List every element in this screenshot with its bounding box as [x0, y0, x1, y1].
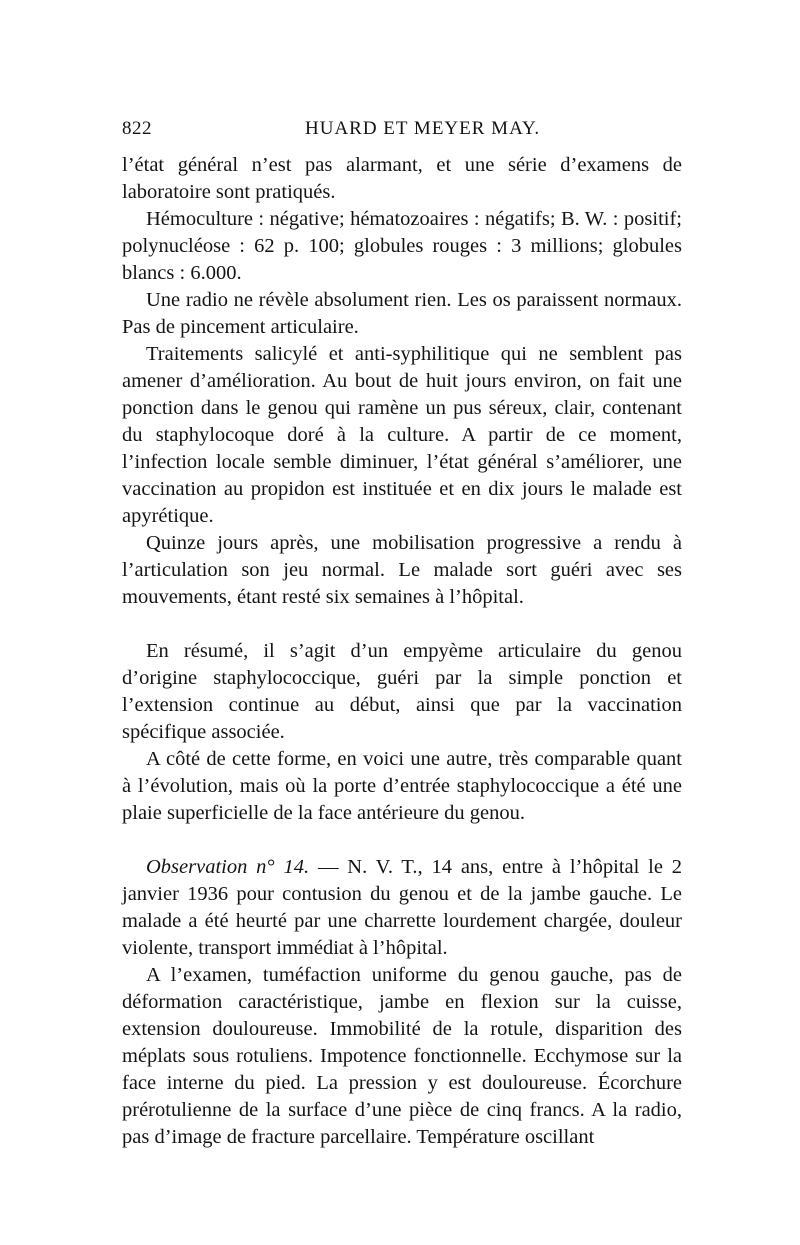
paragraph-summary: En résumé, il s’agit d’un empyème articulaire du genou d’origine staphylococcique, guéri par la simple ponction et l’extension continue au début, ainsi que par la vaccination spécifique associée.: [122, 640, 682, 743]
paragraph-treatment: Traitements salicylé et anti-syphilitique qui ne semblent pas amener d’amélioration. Au bout de huit jours environ, on fait une ponction dans le genou qui ramène un pus séreux, clair, contenant du staphylocoque doré à la culture. A partir de ce moment, l’infection locale semble diminuer, l’état général s’améliorer, une vaccination au propidon est instituée et en dix jours le malade est apyrétique.: [122, 343, 682, 527]
observation-text: — N. V. T., 14 ans, entre à l’hôpital le 2 janvier 1936 pour contusion du genou et de la jambe gauche. Le malade a été heurté par une charrette lourdement chargée, douleur violente, transport immédiat à l’hôpital.: [122, 856, 683, 959]
observation-title: Observation n° 14.: [146, 856, 310, 878]
body-text: [122, 152, 682, 1151]
paragraph-comparison: A côté de cette forme, en voici une autre, très comparable quant à l’évolution, mais où la porte d’entrée staphylococcique a été une plaie superficielle de la face antérieure du genou.: [122, 748, 682, 824]
paragraph-examination: A l’examen, tuméfaction uniforme du genou gauche, pas de déformation caractéristique, jambe en flexion sur la cuisse, extension douloureuse. Immobilité de la rotule, disparition des méplats sous rotuliens. Impotence fonctionnelle. Ecchymose sur la face interne du pied. La pression y est douloureuse. Écorchure prérotulienne de la surface d’une pièce de cinq francs. A la radio, pas d’image de fracture parcellaire. Température oscillant: [122, 964, 682, 1148]
page-header: [122, 118, 682, 148]
paragraph-observation: [122, 854, 682, 962]
paragraph-continuation: l’état général n’est pas alarmant, et une série d’examens de laboratoire sont pratiqués.: [122, 154, 682, 203]
paragraph-radio: Une radio ne révèle absolument rien. Les os paraissent normaux. Pas de pincement articulaire.: [122, 289, 682, 338]
paragraph-recovery: Quinze jours après, une mobilisation progressive a rendu à l’articulation son jeu normal. Le malade sort guéri avec ses mouvements, étant resté six semaines à l’hôpital.: [122, 532, 682, 608]
page-number: 822: [122, 118, 152, 139]
section-gap: [122, 611, 682, 638]
running-title: HUARD ET MEYER MAY.: [305, 118, 541, 139]
paragraph-lab-results: Hémoculture : négative; hématozoaires : négatifs; B. W. : positif; polynucléose : 62 p. 100; globules rouges : 3 millions; globules blancs : 6.000.: [122, 208, 682, 284]
section-gap: [122, 827, 682, 854]
